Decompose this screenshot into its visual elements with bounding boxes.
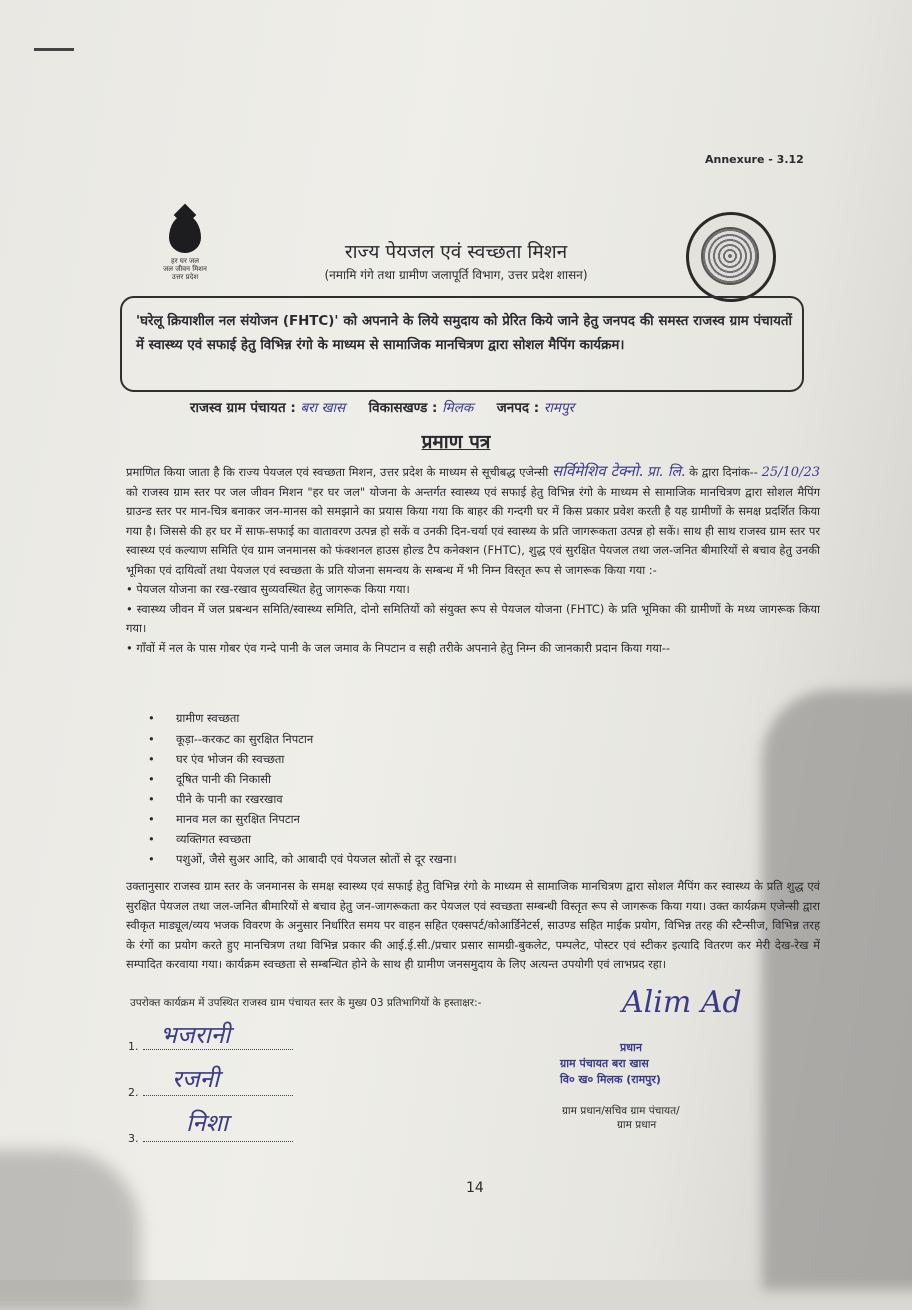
cert-text-c: को राजस्व ग्राम स्तर पर जल जीवन मिशन "हर घर जल" योजना के अन्तर्गत स्वास्थ्य एवं सफाई हेतु विभिन्न रंगो के माध्यम से सामाजिक मानचित्रण द्वारा सोशल मैपिंग ग्राउन्ड स्तर पर मान-चित्र बनाकर जन-मानस को समझाने का प्रयास किया गया कि बाहर की गन्दगी घर में किस प्रकार प्रवेश करती है यह ग्रामीणों के समक्ष प्रदर्शित किया गया है। जिससे की हर घर में साफ-सफाई का वातावरण उत्पन्न हो सकें व उनकी दिन-चर्या एवं स्वास्थ्य के प्रति जागरूकता उत्पन्न हो सकें। साथ ही साथ राजस्व ग्राम स्तर पर स्वास्थ्य एवं कल्याण समिति एंव ग्राम जनमानस को फंक्शनल हाउस होल्ड टैप कनेक्शन (FHTC), शुद्ध एवं सुरक्षित पेयजल तथा जल-जनित बीमारियों से बचाव हेतु उनकी भूमिका एवं दायित्वों तथा पेयजल एवं स्वच्छता के प्रति योजना समन्वय के सम्बन्ध में भी निम्न विस्तृत रूप से जागरूक किया गया :-: [126, 484, 820, 577]
mission-title: राज्य पेयजल एवं स्वच्छता मिशन: [344, 241, 568, 263]
bullet-item: • पीने के पानी का रखरखाव: [148, 792, 283, 806]
bullet-item: • कूड़ा--करकट का सुरक्षित निपटान: [148, 732, 314, 746]
participant-2-signature: रजनी: [172, 1065, 220, 1093]
cert-text-a: प्रमाणित किया जाता है कि राज्य पेयजल एवं स्वच्छता मिशन, उत्तर प्रदेश के माध्यम से सूचीबद्ध एजेन्सी: [126, 465, 549, 479]
signature-line-3: 3.: [128, 1132, 293, 1145]
bullet-item: • व्यक्तिगत स्वच्छता: [148, 832, 251, 846]
signature-line-2: 2.: [128, 1086, 293, 1099]
page-number: 14: [466, 1180, 484, 1196]
annexure-label: Annexure - 3.12: [705, 153, 804, 166]
point-1: • पेयजल योजना का रख-रखाव सुव्यवस्थित हेतु जागरूक किया गया।: [126, 582, 410, 596]
district-label: जनपद :: [496, 400, 540, 416]
block-label: विकासखण्ड :: [368, 400, 438, 416]
bullet-item: • पशुओं, जैसे सुअर आदि, को आबादी एवं पेयजल स्रोतों से दूर रखना।: [148, 852, 457, 866]
panchayat-value: बरा खास: [300, 400, 346, 416]
hand-shadow: [762, 690, 912, 1290]
logo-line3: उत्तर प्रदेश: [171, 273, 199, 281]
certificate-body: [126, 462, 820, 658]
bullet-item: • घर एंव भोजन की स्वच्छता: [148, 752, 285, 766]
location-fields: [190, 398, 574, 416]
corner-shadow: [0, 1150, 140, 1310]
district-value: रामपुर: [543, 400, 575, 416]
agency-name: सर्विमेशिव टेक्नो.: [551, 462, 644, 480]
participant-3-signature: निशा: [186, 1109, 229, 1137]
bullet-item: • दूषित पानी की निकासी: [148, 772, 271, 786]
block-value: मिलक: [442, 400, 474, 416]
margin-dash: [34, 48, 74, 51]
bullet-item: • ग्रामीण स्वच्छता: [148, 711, 240, 725]
participant-1-signature: भजरानी: [160, 1021, 231, 1049]
program-box: [120, 296, 804, 392]
signatory-role: ग्राम प्रधान/सचिव ग्राम पंचायत/ ग्राम प्रधान: [562, 1105, 680, 1131]
cert-text-b: के द्वारा दिनांक--: [689, 465, 758, 479]
signature-caption: उपरोक्त कार्यक्रम में उपस्थित राजस्व ग्राम पंचायत स्तर के मुख्य 03 प्रतिभागियों के हस्ताक्षर:-: [130, 997, 482, 1009]
panchayat-stamp: प्रधान ग्राम पंचायत बरा खास वि० ख० मिलक (रामपुर): [560, 1041, 661, 1086]
program-date: 25/10/23: [761, 465, 820, 480]
logo-line2: जल जीवन मिशन: [163, 265, 207, 273]
certificate-heading: प्रमाण पत्र: [421, 431, 491, 453]
panchayat-label: राजस्व ग्राम पंचायत :: [190, 400, 296, 416]
agency-suffix: प्रा. लि.: [647, 464, 686, 480]
bullet-item: • मानव मल का सुरक्षित निपटान: [148, 812, 300, 826]
pradhan-signature-icon: Alim Ad: [622, 985, 742, 1020]
mission-subtitle: (नमामि गंगे तथा ग्रामीण जलापूर्ति विभाग, उत्तर प्रदेश शासन): [324, 268, 588, 282]
conclusion-paragraph: उक्तानुसार राजस्व ग्राम स्तर के जनमानस के समक्ष स्वास्थ्य एवं सफाई हेतु विभिन्न रंगो के माध्यम से सामाजिक मानचित्रण द्वारा सोशल मैपिंग कर स्वास्थ्य के प्रति शुद्ध एवं सुरक्षित पेयजल तथा जल-जनित बीमारियों से बचाव हेतु जन-जागरूकता कर पेयजल एवं स्वच्छता सम्बन्धी विस्तृत रूप से जागरूक किया गया। उक्त कार्यक्रम एजेन्सी द्वारा स्वीकृत माड्यूल/व्यय भजक विवरण के अनुसार निर्धारित समय पर वाहन सहित एक्सपर्ट/कोआर्डिनेटर्स, साउण्ड सहित माईक प्रयोग, विभिन्न तरह की स्टैन्सीज, विभिन्न तरह के रंगों का प्रयोग करते हुए मानचित्रण तथा विभिन्न प्रकार की आई.ई.सी./प्रचार प्रसार सामग्री-बुकलेट, पम्पलेट, पोस्टर एवं स्टीकर इत्यादि वितरण कर मेरी देख-रेख में सम्पादित करवाया गया। कार्यक्रम स्वच्छता से सम्बन्धित होने के साथ ही ग्रामीण जनसमुदाय के लिए अत्यन्त उपयोगी एवं लाभप्रद रहा।: [126, 879, 820, 971]
logo-line1: हर घर जल: [171, 257, 199, 265]
point-3: • गाँवों में नल के पास गोबर एंव गन्दे पानी के जल जमाव के निपटान व सही तरीके अपनाने हेतु निम्न की जानकारी प्रदान किया गया--: [126, 640, 671, 655]
program-description: 'घरेलू क्रियाशील नल संयोजन (FHTC)' को अपनाने के लिये समुदाय को प्रेरित किये जाने हेतु जनपद की समस्त राजस्व ग्राम पंचायतों में स्वास्थ्य एवं सफाई हेतु विभिन्न रंगो के माध्यम से सामाजिक मानचित्रण द्वारा सोशल मैपिंग कार्यक्रम।: [136, 314, 792, 353]
signature-line-1: 1.: [128, 1040, 293, 1053]
point-2: • स्वास्थ्य जीवन में जल प्रबन्धन समिति/स्वास्थ्य समिति, दोनो समितियों को संयुक्त रूप से पेयजल योजना (FHTC) के प्रति भूमिका की ग्रामीणों के मध्य जागरूक किया गया।: [126, 601, 820, 635]
